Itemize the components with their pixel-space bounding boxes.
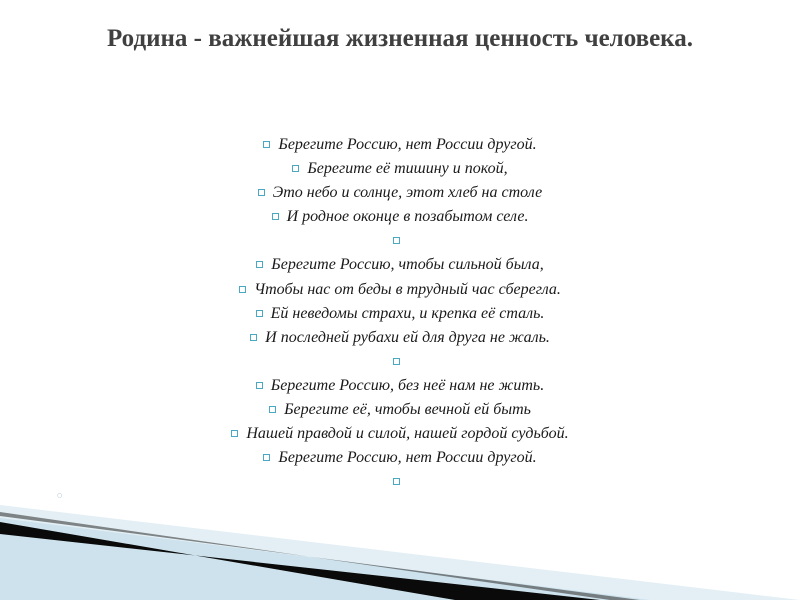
bullet-icon [250, 334, 257, 341]
poem-line-text: И родное оконце в позабытом селе. [286, 208, 529, 226]
poem-line [100, 326, 700, 350]
bullet-icon [393, 358, 400, 365]
poem-line [100, 374, 700, 398]
bullet-icon [393, 237, 400, 244]
poem-line [100, 253, 700, 277]
poem-line-text: Чтобы нас от беды в трудный час сберегла. [254, 280, 561, 298]
poem-line-text: Берегите её тишину и покой, [307, 160, 508, 178]
poem-line [100, 181, 700, 205]
poem-line-text: И последней рубахи ей для друга не жаль. [265, 328, 550, 346]
bullet-icon [269, 406, 276, 413]
poem-line [100, 278, 700, 302]
poem-line [100, 133, 700, 157]
poem-line-text: Берегите Россию, нет России другой. [278, 136, 537, 153]
poem-line [100, 398, 700, 422]
bullet-icon [239, 286, 246, 293]
poem-line-text: Берегите Россию, нет России другой. [278, 449, 537, 467]
poem-line [100, 205, 700, 229]
poem-line [100, 446, 700, 470]
bullet-icon [263, 141, 270, 148]
poem-line-text: Ей неведомы страхи, и крепка её сталь. [270, 304, 545, 322]
poem-blank-line [100, 470, 700, 494]
poem-line-text: Нашей правдой и силой, нашей гордой судьбой. [246, 425, 569, 443]
bullet-icon [256, 382, 263, 389]
poem-line [100, 157, 700, 181]
poem-line-text: Берегите Россию, без неё нам не жить. [270, 376, 545, 394]
poem-text [100, 133, 700, 494]
poem-line [100, 422, 700, 446]
bullet-icon [263, 454, 270, 461]
bullet-icon [231, 430, 238, 437]
poem-line-text: Это небо и солнце, этот хлеб на столе [272, 184, 543, 202]
slide-title: Родина - важнейшая жизненная ценность человека. [107, 25, 693, 52]
bullet-icon [292, 165, 299, 172]
poem-line-text: Берегите Россию, чтобы сильной была, [271, 256, 544, 274]
bullet-icon [258, 189, 265, 196]
poem-line [100, 302, 700, 326]
bullet-icon [272, 213, 279, 220]
poem-blank-line [100, 229, 700, 253]
poem-line-text: Берегите её, чтобы вечной ей быть [284, 401, 531, 419]
poem-blank-line [100, 350, 700, 374]
small-dot-marker: ○ [57, 492, 63, 499]
bullet-icon [393, 478, 400, 485]
bullet-icon [256, 261, 263, 268]
bullet-icon [256, 310, 263, 317]
